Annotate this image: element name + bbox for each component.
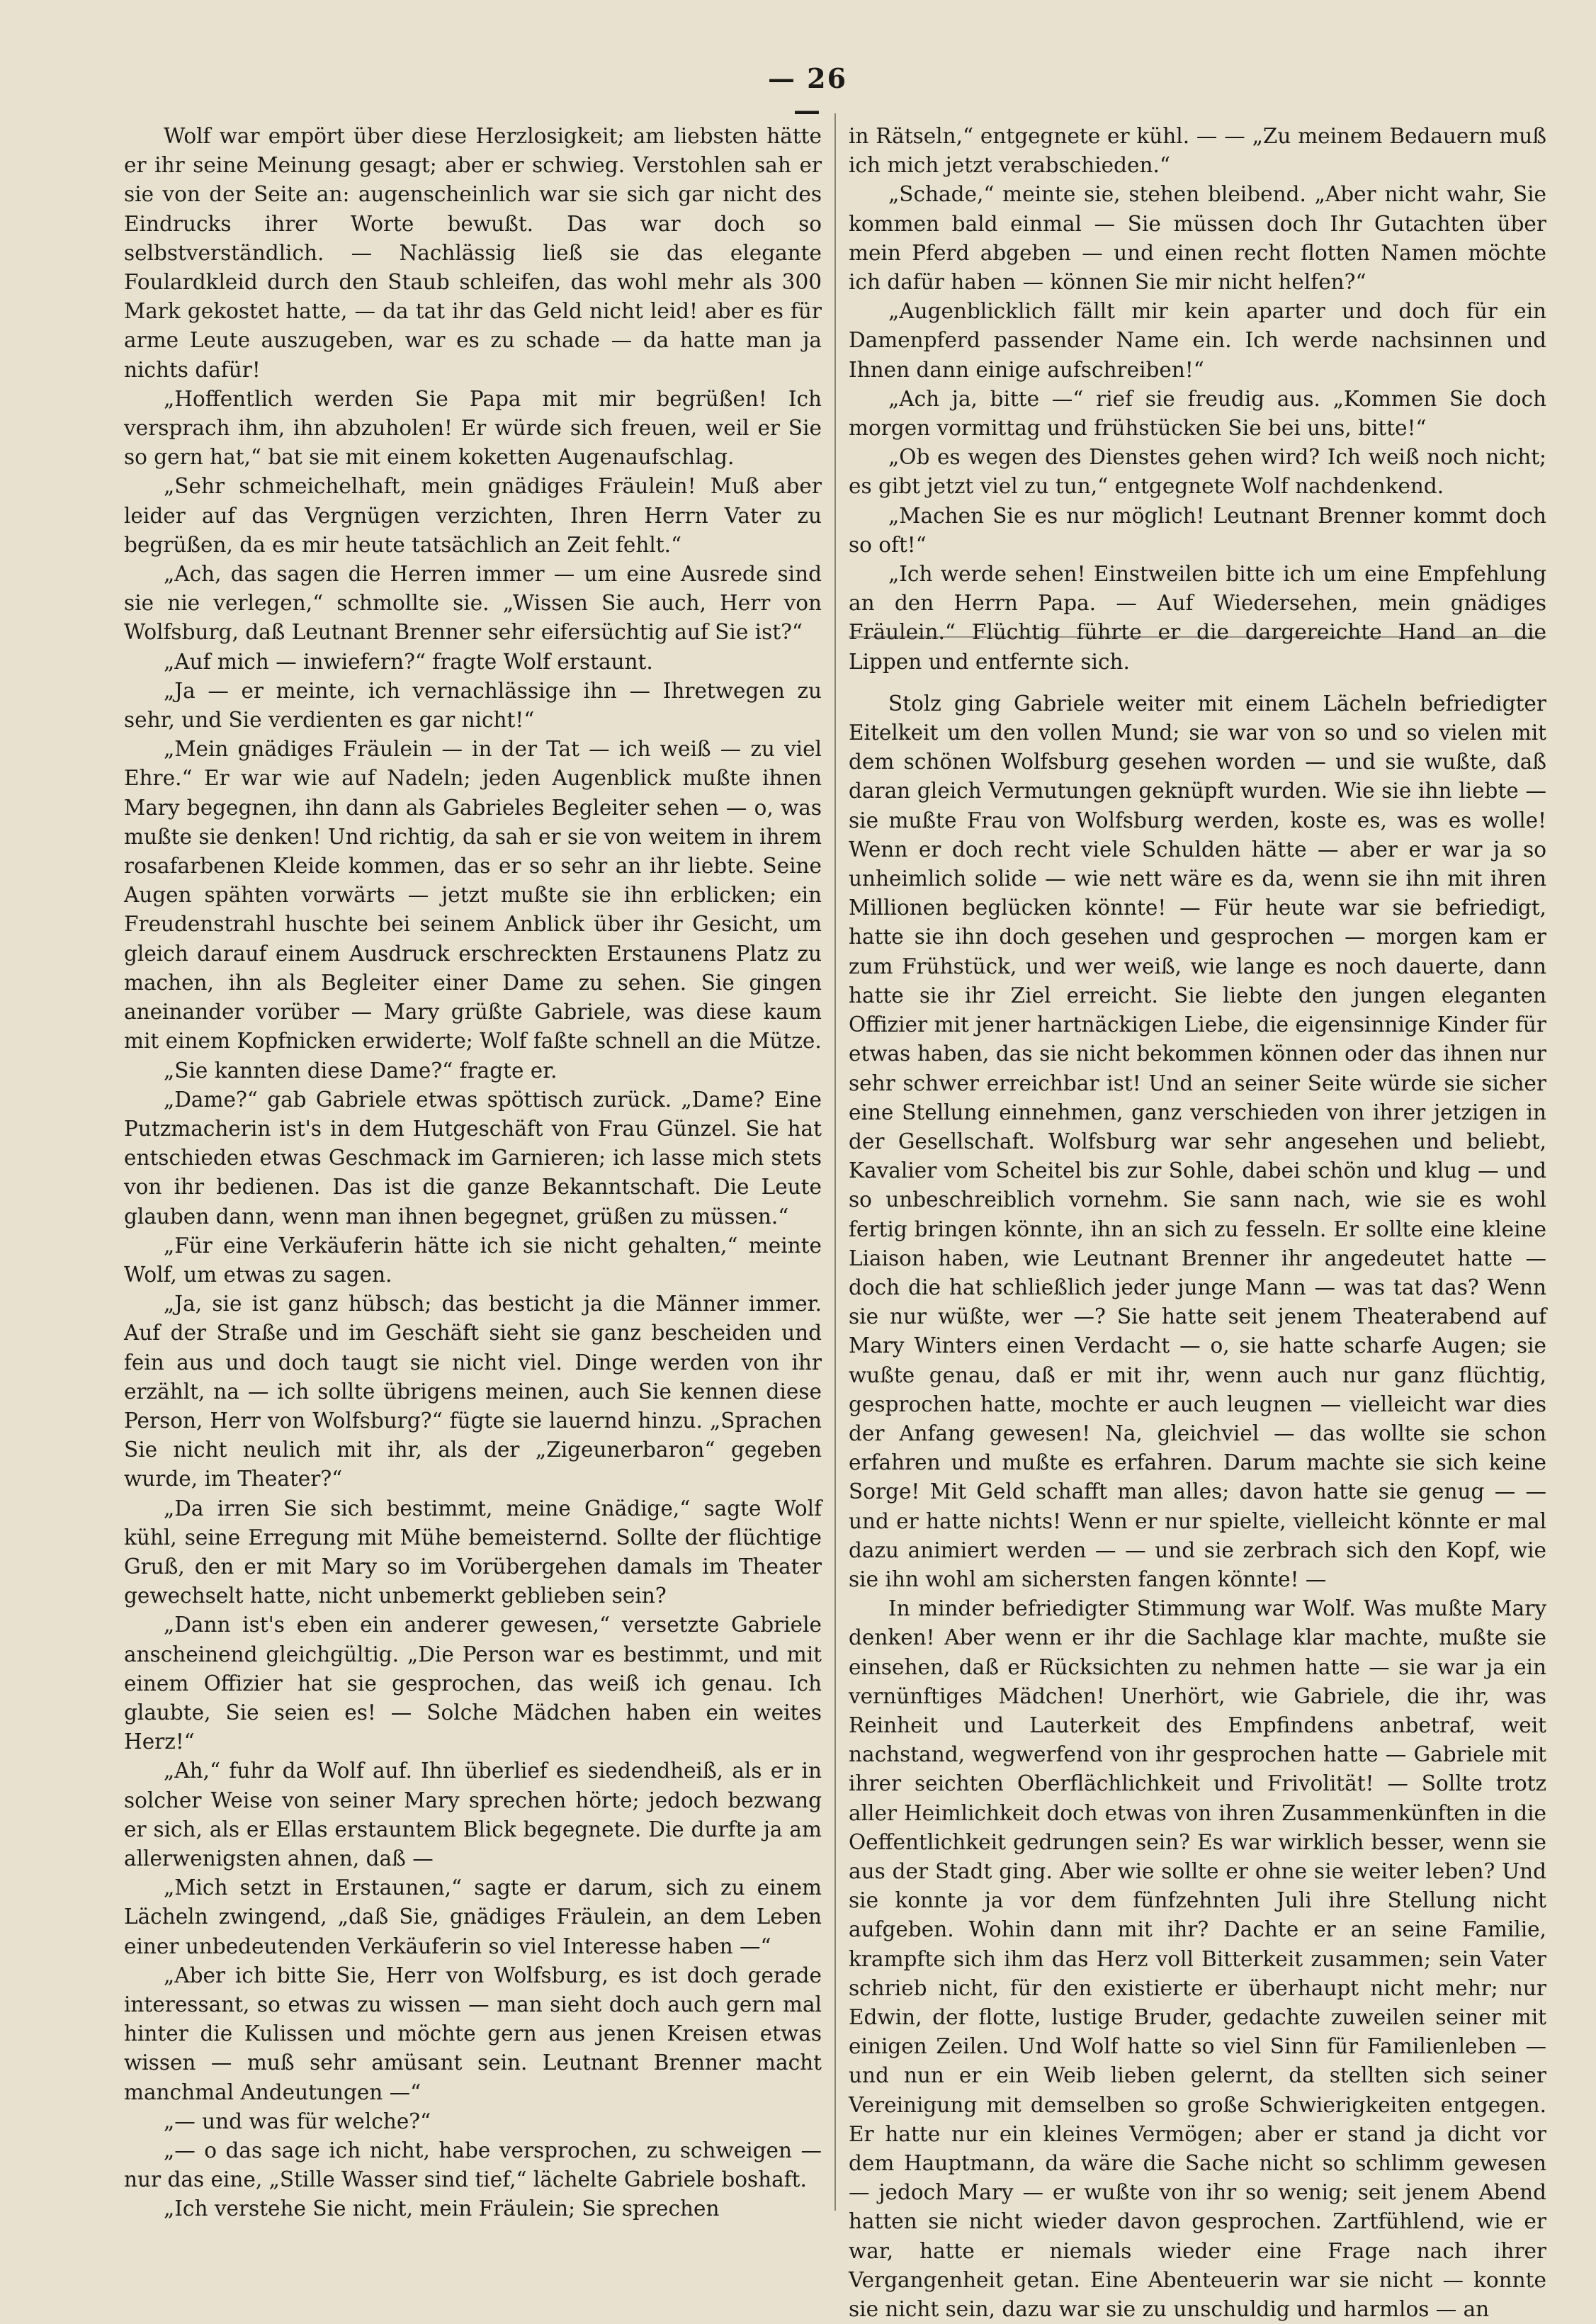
paragraph: „Ach, das sagen die Herren immer — um eine Ausrede sind sie nie verlegen,“ schmollte sie. „Wissen Sie auch, Herr von Wolfsburg, daß Leutnant Brenner sehr eifersüchtig auf Sie ist?“ <box>124 562 822 645</box>
paragraph: „Schade,“ meinte sie, stehen bleibend. „Aber nicht wahr, Sie kommen bald einmal — Sie müssen doch Ihr Gutachten über mein Pferd abgeben — und einen recht flotten Namen möchte ich dafür haben — können Sie mir nicht helfen?“ <box>849 182 1546 295</box>
paragraph: „Da irren Sie sich bestimmt, meine Gnädige,“ sagte Wolf kühl, seine Erregung mit Mühe bemeisternd. Sollte der flüchtige Gruß, den er mit Mary so im Vorübergehen damals im Theater gewechselt hatte, nicht unbemerkt geblieben sein? <box>124 1496 822 1608</box>
paragraph: „Mein gnädiges Fräulein — in der Tat — ich weiß — zu viel Ehre.“ Er war wie auf Nadeln; jeden Augenblick mußte ihnen Mary begegnen, ihn dann als Gabrieles Begleiter sehen — o, was mußte sie denken! Und richtig, da sah er sie von weitem in ihrem rosafarbenen Kleide kommen, das er so sehr an ihr liebte. Seine Augen spähten vorwärts — jetzt mußte sie ihn erblicken; ein Freudenstrahl huschte bei seinem Anblick über ihr Gesicht, um gleich darauf einem Ausdruck erschreckten Erstaunens Platz zu machen, ihn als Begleiter einer Dame zu sehen. Sie gingen aneinander vorüber — Mary grüßte Gabriele, was diese kaum mit einem Kopfnicken erwiderte; Wolf faßte schnell an die Mütze. <box>124 737 822 1054</box>
paragraph: „Ja — er meinte, ich vernachlässige ihn — Ihretwegen zu sehr, und Sie verdienten es gar nicht!“ <box>124 678 822 733</box>
paragraph: in Rätseln,“ entgegnete er kühl. — — „Zu meinem Bedauern muß ich mich jetzt verabschieden.“ <box>849 124 1546 178</box>
paragraph: „Ich werde sehen! Einstweilen bitte ich um eine Empfehlung an den Herrn Papa. — Auf Wiedersehen, mein gnädiges Fräulein.“ Flüchtig führte er die dargereichte Hand an die Lippen und entfernte sich. <box>849 562 1546 674</box>
paragraph: „Auf mich — inwiefern?“ fragte Wolf erstaunt. <box>164 649 653 674</box>
paragraph: „— o das sage ich nicht, habe versprochen, zu schweigen — nur das eine, „Stille Wasser sind tief,“ lächelte Gabriele boshaft. <box>124 2138 822 2192</box>
paragraph: In minder befriedigter Stimmung war Wolf. Was mußte Mary denken! Aber wenn er ihr die Sachlage klar machte, mußte sie einsehen, daß er Rücksichten zu nehmen hatte — sie war ja ein vernünftiges Mädchen! Unerhört, wie Gabriele, die ihr, was Reinheit und Lauterkeit des Empfindens anbetraf, weit nachstand, wegwerfend von ihr gesprochen hatte — Gabriele mit ihrer seichten Oberflächlichkeit und Frivolität! — Sollte trotz aller Heimlichkeit doch etwas von ihren Zusammenkünften in die Oeffentlichkeit gedrungen sein? Es war wirklich besser, wenn sie aus der Stadt ging. Aber wie sollte er ohne sie weiter leben? Und sie konnte ja vor dem fünfzehnten Juli ihre Stellung nicht aufgeben. Wohin dann mit ihr? Dachte er an seine Familie, krampfte sich ihm das Herz voll Bitterkeit zusammen; sein Vater schrieb nicht, für den existierte er überhaupt nicht mehr; nur Edwin, der flotte, lustige Bruder, gedachte zuweilen seiner mit einigen Zeilen. Und Wolf hatte so viel Sinn für Familienleben — und nun er ein Weib lieben gelernt, da stellten sich seiner Vereinigung mit demselben so große Schwierigkeiten entgegen. Er hatte nur ein kleines Vermögen; aber er stand ja dicht vor dem Hauptmann, da wäre die Sache nicht so schlimm gewesen — jedoch Mary — er wußte von ihr so wenig; seit jenem Abend hatten sie nicht wieder davon gesprochen. Zartfühlend, wie er war, hatte er niemals wieder eine Frage nach ihrer Vergangenheit getan. Eine Abenteuerin war sie nicht — konnte sie nicht sein, dazu war sie zu unschuldig und harmlos — an <box>849 1596 1546 2322</box>
paragraph: „Aber ich bitte Sie, Herr von Wolfsburg, es ist doch gerade interessant, so etwas zu wissen — man sieht doch auch gern mal hinter die Kulissen und möchte gern aus jenen Kreisen etwas wissen — muß sehr amüsant sein. Leutnant Brenner macht manchmal Andeutungen —“ <box>124 1963 822 2104</box>
paragraph: „Ja, sie ist ganz hübsch; das besticht ja die Männer immer. Auf der Straße und im Geschäft sieht sie ganz bescheiden und fein aus und doch taugt sie nicht viel. Dinge werden von ihr erzählt, na — ich sollte übrigens meinen, auch Sie kennen diese Person, Herr von Wolfsburg?“ fügte sie lauernd hinzu. „Sprachen Sie nicht neulich mit ihr, als der „Zigeunerbaron“ gegeben wurde, im Theater?“ <box>124 1292 822 1491</box>
paragraph: „Hoffentlich werden Sie Papa mit mir begrüßen! Ich versprach ihm, ihn abzuholen! Er würde sich freuen, weil er Sie so gern hat,“ bat sie mit einem koketten Augenaufschlag. <box>124 386 822 470</box>
column-divider <box>834 113 836 2211</box>
page-number: — 26 — <box>767 62 848 126</box>
right-column <box>849 122 1546 2322</box>
paragraph: Wolf war empört über diese Herzlosigkeit; am liebsten hätte er ihr seine Meinung gesagt; aber er schwieg. Verstohlen sah er sie von der Seite an: augenscheinlich war sie sich gar nicht des Eindrucks ihrer Worte bewußt. Das war doch so selbstverständlich. — Nachlässig ließ sie das elegante Foulardkleid durch den Staub schleifen, das wohl mehr als 300 Mark gekostet hatte, — da tat ihr das Geld nicht leid! aber es für arme Leute auszugeben, war es zu schade — da hatte man ja nichts dafür! <box>124 124 822 382</box>
paragraph: „Ah,“ fuhr da Wolf auf. Ihn überlief es siedendheiß, als er in solcher Weise von seiner Mary sprechen hörte; jedoch bezwang er sich, als er Ellas erstauntem Blick begegnete. Die durfte ja am allerwenigsten ahnen, daß — <box>124 1759 822 1871</box>
paragraph: „Mich setzt in Erstaunen,“ sagte er darum, sich zu einem Lächeln zwingend, „daß Sie, gnädiges Fräulein, an dem Leben einer unbedeutenden Verkäuferin so viel Interesse haben —“ <box>124 1875 822 1958</box>
paragraph: „Ach ja, bitte —“ rief sie freudig aus. „Kommen Sie doch morgen vormittag und frühstücken Sie bei uns, bitte!“ <box>849 386 1546 441</box>
paragraph: „Augenblicklich fällt mir kein aparter und doch für ein Damenpferd passender Name ein. Ich werde nachsinnen und Ihnen dann einige aufschreiben!“ <box>849 299 1546 382</box>
paragraph: „Sehr schmeichelhaft, mein gnädiges Fräulein! Muß aber leider auf das Vergnügen verzichten, Ihren Herrn Vater zu begrüßen, da es mir heute tatsächlich an Zeit fehlt.“ <box>124 474 822 557</box>
paragraph: „Machen Sie es nur möglich! Leutnant Brenner kommt doch so oft!“ <box>849 503 1546 557</box>
left-column <box>124 122 822 2221</box>
paragraph: „Für eine Verkäuferin hätte ich sie nicht gehalten,“ meinte Wolf, um etwas zu sagen. <box>124 1233 822 1287</box>
paragraph: „Dame?“ gab Gabriele etwas spöttisch zurück. „Dame? Eine Putzmacherin ist's in dem Hutgeschäft von Frau Günzel. Sie hat entschieden etwas Geschmack im Garnieren; ich lasse mich stets von ihr bedienen. Das ist die ganze Bekanntschaft. Die Leute glauben dann, wenn man ihnen begegnet, grüßen zu müssen.“ <box>124 1087 822 1229</box>
paragraph: „Ich verstehe Sie nicht, mein Fräulein; Sie sprechen <box>164 2196 720 2221</box>
paragraph: Stolz ging Gabriele weiter mit einem Lächeln befriedigter Eitelkeit um den vollen Mund; sie war von so und so vielen mit dem schönen Wolfsburg gesehen worden — und sie wußte, daß daran gleich Vermutungen geknüpft wurden. Wie sie ihn liebte — sie mußte Frau von Wolfsburg werden, koste es, was es wolle! Wenn er doch recht viele Schulden hätte — aber er war ja so unheimlich solide — wie nett wäre es da, wenn sie ihn mit ihren Millionen beglücken könnte! — Für heute war sie befriedigt, hatte sie ihn doch gesehen und gesprochen — morgen kam er zum Frühstück, und wer weiß, wie lange es noch dauerte, dann hatte sie ihr Ziel erreicht. Sie liebte den jungen eleganten Offizier mit jener hartnäckigen Liebe, die eigensinnige Kinder für etwas haben, das sie nicht bekommen können oder das ihnen nur sehr schwer erreichbar ist! Und an seiner Seite würde sie sicher eine Stellung einnehmen, ganz verschieden von ihrer jetzigen in der Gesellschaft. Wolfsburg war sehr angesehen und beliebt, Kavalier vom Scheitel bis zur Sohle, dabei schön und klug — und so unbeschreiblich vornehm. Sie sann nach, wie sie es wohl fertig bringen könnte, ihn an sich zu fesseln. Er sollte eine kleine Liaison haben, wie Leutnant Brenner ihr angedeutet hatte — doch die hat schließlich jeder junge Mann — was tat das? Wenn sie nur wüßte, wer —? Sie hatte seit jenem Theaterabend auf Mary Winters einen Verdacht — o, sie hatte scharfe Augen; sie wußte genau, daß er mit ihr, wenn auch nur ganz flüchtig, gesprochen hatte, mochte er auch leugnen — vielleicht war dies der Anfang gewesen! Na, gleichviel — das wollte sie schon erfahren und mußte es erfahren. Darum machte sie sich keine Sorge! Mit Geld schafft man alles; davon hatte sie genug — — und er hatte nichts! Wenn er nur spielte, vielleicht könnte er mal dazu animiert werden — — und sie zerbrach sich den Kopf, wie sie ihn wohl am sichersten fangen könnte! — <box>849 691 1546 1591</box>
paragraph: „Sie kannten diese Dame?“ fragte er. <box>164 1058 558 1083</box>
paragraph: „Ob es wegen des Dienstes gehen wird? Ich weiß noch nicht; es gibt jetzt viel zu tun,“ entgegnete Wolf nachdenkend. <box>849 445 1546 499</box>
paragraph: „Dann ist's eben ein anderer gewesen,“ versetzte Gabriele anscheinend gleichgültig. „Die Person war es bestimmt, und mit einem Offizier hat sie gesprochen, das weiß ich genau. Ich glaubte, Sie seien es! — Solche Mädchen haben ein weites Herz!“ <box>124 1613 822 1754</box>
paragraph: „— und was für welche?“ <box>164 2109 431 2133</box>
